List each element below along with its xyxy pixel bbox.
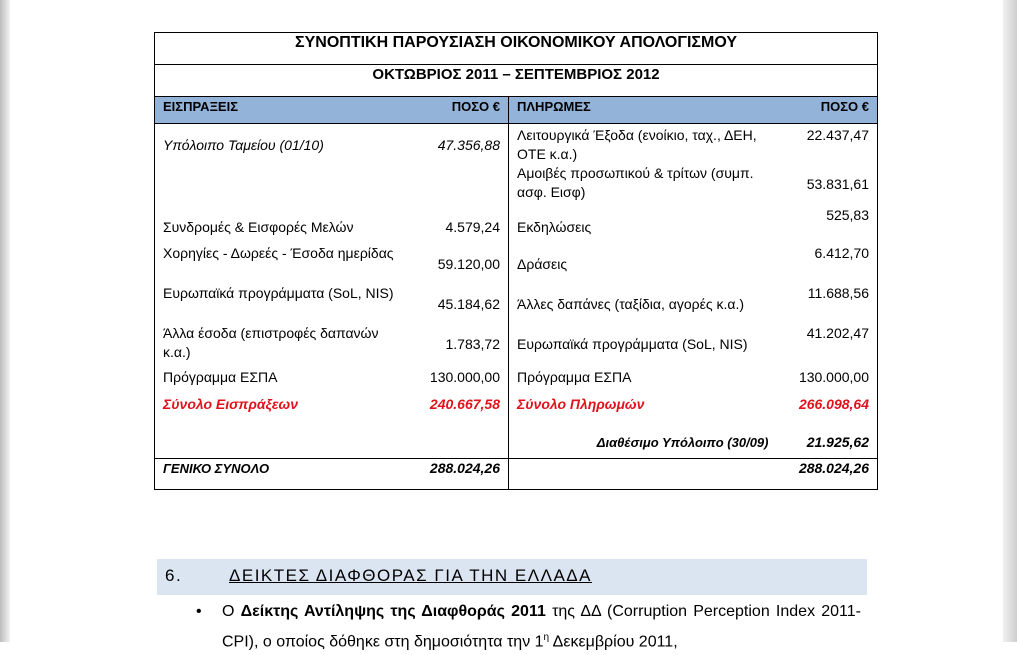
paragraph-superscript: η [543,632,550,643]
header-amount-left: ΠΟΣΟ € [413,97,509,124]
payment-label: Άλλες δαπάνες (ταξίδια, αγορές κ.α.) [517,295,745,312]
payment-amount: 11.688,56 [777,284,878,324]
table-row [155,244,878,284]
payment-amount: 130.000,00 [777,364,878,391]
body-paragraph [222,599,861,655]
section-number: 6. [165,566,183,585]
receipt-amount: 45.184,62 [413,284,509,324]
totals-row [155,391,878,418]
section-heading [157,559,867,595]
receipt-amount: 59.120,00 [413,244,509,284]
payment-amount: 41.202,47 [777,324,878,364]
paragraph-text-end: Δεκεμβρίου 2011, [552,633,678,651]
payment-amount: 53.831,61 [777,164,878,204]
payment-label: Ευρωπαϊκά προγράμματα (SoL, NIS) [517,335,748,352]
payments-total-label: Σύνολο Πληρωμών [517,396,645,412]
receipt-label: Υπόλοιπο Ταμείου (01/10) [155,124,413,165]
paragraph-intro: Ο [222,603,235,620]
payment-amount: 6.412,70 [777,244,878,284]
report-period: ΟΚΤΩΒΡΙΟΣ 2011 – ΣΕΠΤΕΜΒΡΙΟΣ 2012 [155,65,878,97]
balance-row [155,418,878,458]
payment-label: Εκδηλώσεις [517,218,592,235]
receipt-amount: 47.356,88 [413,124,509,165]
table-row [155,204,878,244]
receipt-label [155,164,413,204]
payment-amount: 22.437,47 [777,124,878,165]
payment-label: Πρόγραμμα ΕΣΠΑ [517,369,632,385]
grand-total-right: 288.024,26 [777,458,878,489]
receipt-label: Χορηγίες - Δωρεές - Έσοδα ημερίδας [155,244,413,284]
payment-label: Αμοιβές προσωπικού & τρίτων (συμπ. ασφ. Εισφ) [517,165,754,200]
window-right-edge [1003,0,1017,642]
receipts-total-label: Σύνολο Εισπράξεων [155,391,413,418]
table-row [155,284,878,324]
grand-total-row [155,458,878,489]
balance-value: 21.925,62 [777,418,878,458]
grand-total-left: 288.024,26 [413,458,509,489]
balance-label: Διαθέσιμο Υπόλοιπο (30/09) [596,434,769,450]
receipt-label: Άλλα έσοδα (επιστροφές δαπανών κ.α.) [155,324,413,364]
header-amount-right: ΠΟΣΟ € [777,97,878,124]
grand-total-label: ΓΕΝΙΚΟ ΣΥΝΟΛΟ [155,458,413,489]
receipt-amount: 4.579,24 [413,204,509,244]
bullet-icon: • [196,603,202,620]
table-row [155,164,878,204]
receipt-amount [413,164,509,204]
window-left-edge [0,0,10,642]
receipt-label: Πρόγραμμα ΕΣΠΑ [155,364,413,391]
table-row [155,364,878,391]
receipt-amount: 130.000,00 [413,364,509,391]
payments-total-value: 266.098,64 [777,391,878,418]
header-payments: ΠΛΗΡΩΜΕΣ [509,97,777,124]
receipt-label: Ευρωπαϊκά προγράμματα (SoL, NIS) [155,284,413,324]
report-title: ΣΥΝΟΠΤΙΚΗ ΠΑΡΟΥΣΙΑΣΗ ΟΙΚΟΝΟΜΙΚΟΥ ΑΠΟΛΟΓΙΣΜΟΥ [155,33,878,65]
section-title: ΔΕΙΚΤΕΣ ΔΙΑΦΘΟΡΑΣ ΓΙΑ ΤΗΝ ΕΛΛΑΔΑ [229,566,593,585]
paragraph-text: της ΔΔ (Corruption Perception Index 2011-CPI), ο οποίος δόθηκε στη δημοσιότητα την 1 [222,603,861,651]
payment-label: Δράσεις [517,255,568,272]
receipt-label: Συνδρομές & Εισφορές Μελών [155,204,413,244]
receipts-total-value: 240.667,58 [413,391,509,418]
financial-report-table [154,32,878,490]
table-row [155,124,878,165]
header-receipts: ΕΙΣΠΡΑΞΕΙΣ [155,97,413,124]
paragraph-bold: Δείκτης Αντίληψης της Διαφθοράς 2011 [240,603,546,620]
receipt-amount: 1.783,72 [413,324,509,364]
table-row [155,324,878,364]
payment-amount: 525,83 [777,204,878,244]
payment-label: Λειτουργικά Έξοδα (ενοίκιο, ταχ., ΔΕΗ, ΟΤΕ κ.α.) [517,127,757,162]
